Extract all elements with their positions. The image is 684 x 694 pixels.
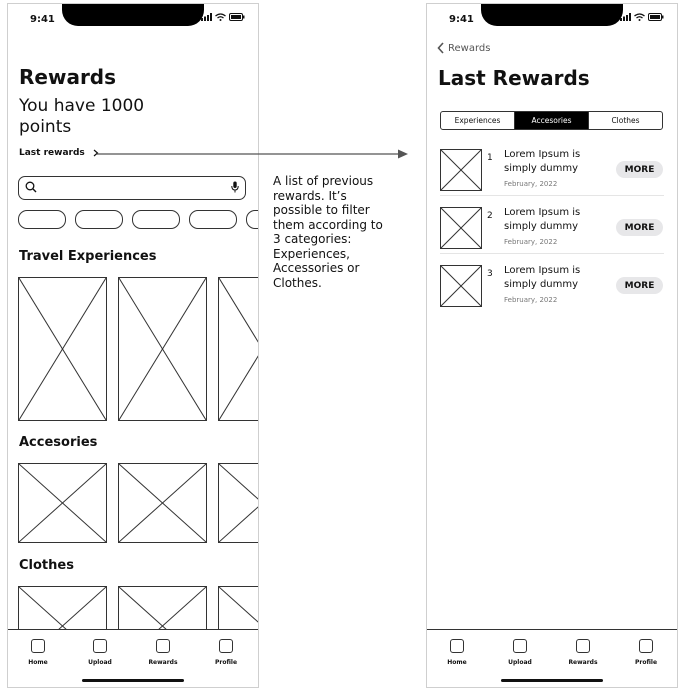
back-button[interactable] bbox=[437, 42, 490, 54]
annotation-text: A list of previous rewards. It’s possible to filter them according to 3 categories: Experiences, Accessories or Clothes. bbox=[273, 174, 383, 290]
last-rewards-screen bbox=[426, 3, 678, 688]
square-icon bbox=[450, 639, 464, 653]
image-placeholder-icon bbox=[440, 207, 482, 249]
more-button[interactable]: MORE bbox=[616, 219, 663, 236]
tab-label: Home bbox=[28, 659, 48, 666]
tab-upload[interactable] bbox=[495, 639, 545, 666]
item-date: February, 2022 bbox=[504, 296, 558, 304]
square-icon bbox=[639, 639, 653, 653]
square-icon bbox=[576, 639, 590, 653]
status-time: 9:41 bbox=[30, 14, 55, 25]
item-number: 1 bbox=[487, 153, 493, 163]
tab-accesories[interactable]: Accesories bbox=[514, 112, 588, 129]
item-number: 3 bbox=[487, 269, 493, 279]
section-title-clothes: Clothes bbox=[19, 558, 74, 573]
tab-label: Upload bbox=[508, 659, 532, 666]
tab-bar bbox=[427, 629, 677, 688]
tab-home[interactable] bbox=[432, 639, 482, 666]
item-title: Lorem Ipsum is simply dummy bbox=[504, 265, 581, 290]
divider bbox=[440, 195, 664, 196]
image-placeholder-icon bbox=[440, 149, 482, 191]
divider bbox=[440, 253, 664, 254]
item-number: 2 bbox=[487, 211, 493, 221]
list-item[interactable] bbox=[440, 149, 664, 199]
tab-label: Profile bbox=[214, 659, 238, 666]
wifi-icon bbox=[634, 13, 645, 21]
points-text: You have 1000 points bbox=[19, 96, 145, 137]
category-segmented-control bbox=[440, 111, 663, 130]
section-title-accesories: Accesories bbox=[19, 435, 98, 450]
tab-label: Home bbox=[447, 659, 467, 666]
chevron-left-icon bbox=[437, 42, 444, 54]
tab-experiences[interactable]: Experiences bbox=[454, 116, 501, 125]
square-icon bbox=[513, 639, 527, 653]
more-button[interactable]: MORE bbox=[616, 161, 663, 178]
item-title: Lorem Ipsum is simply dummy bbox=[504, 149, 581, 174]
tab-label: Profile bbox=[634, 659, 658, 666]
status-icons bbox=[620, 13, 664, 21]
tab-profile[interactable] bbox=[621, 639, 671, 666]
notch bbox=[481, 3, 623, 26]
more-button[interactable]: MORE bbox=[616, 277, 663, 294]
tab-label: Upload bbox=[88, 659, 112, 666]
signal-icon bbox=[620, 13, 631, 21]
back-label: Rewards bbox=[448, 42, 491, 54]
item-date: February, 2022 bbox=[504, 238, 558, 246]
tab-clothes[interactable]: Clothes bbox=[588, 112, 662, 129]
tab-label: Rewards bbox=[148, 659, 178, 666]
status-time: 9:41 bbox=[449, 14, 474, 25]
battery-icon bbox=[648, 13, 664, 21]
list-item[interactable] bbox=[440, 265, 664, 315]
tab-rewards[interactable] bbox=[558, 639, 608, 666]
page-title: Rewards bbox=[19, 65, 117, 89]
last-rewards-label: Last rewards bbox=[19, 148, 85, 158]
home-indicator bbox=[501, 679, 603, 682]
item-title: Lorem Ipsum is simply dummy bbox=[504, 207, 581, 232]
tab-label: Rewards bbox=[568, 659, 598, 666]
section-title-travel: Travel Experiences bbox=[19, 249, 157, 264]
list-item[interactable] bbox=[440, 207, 664, 257]
image-placeholder-icon bbox=[440, 265, 482, 307]
item-date: February, 2022 bbox=[504, 180, 558, 188]
page-title: Last Rewards bbox=[438, 66, 590, 90]
